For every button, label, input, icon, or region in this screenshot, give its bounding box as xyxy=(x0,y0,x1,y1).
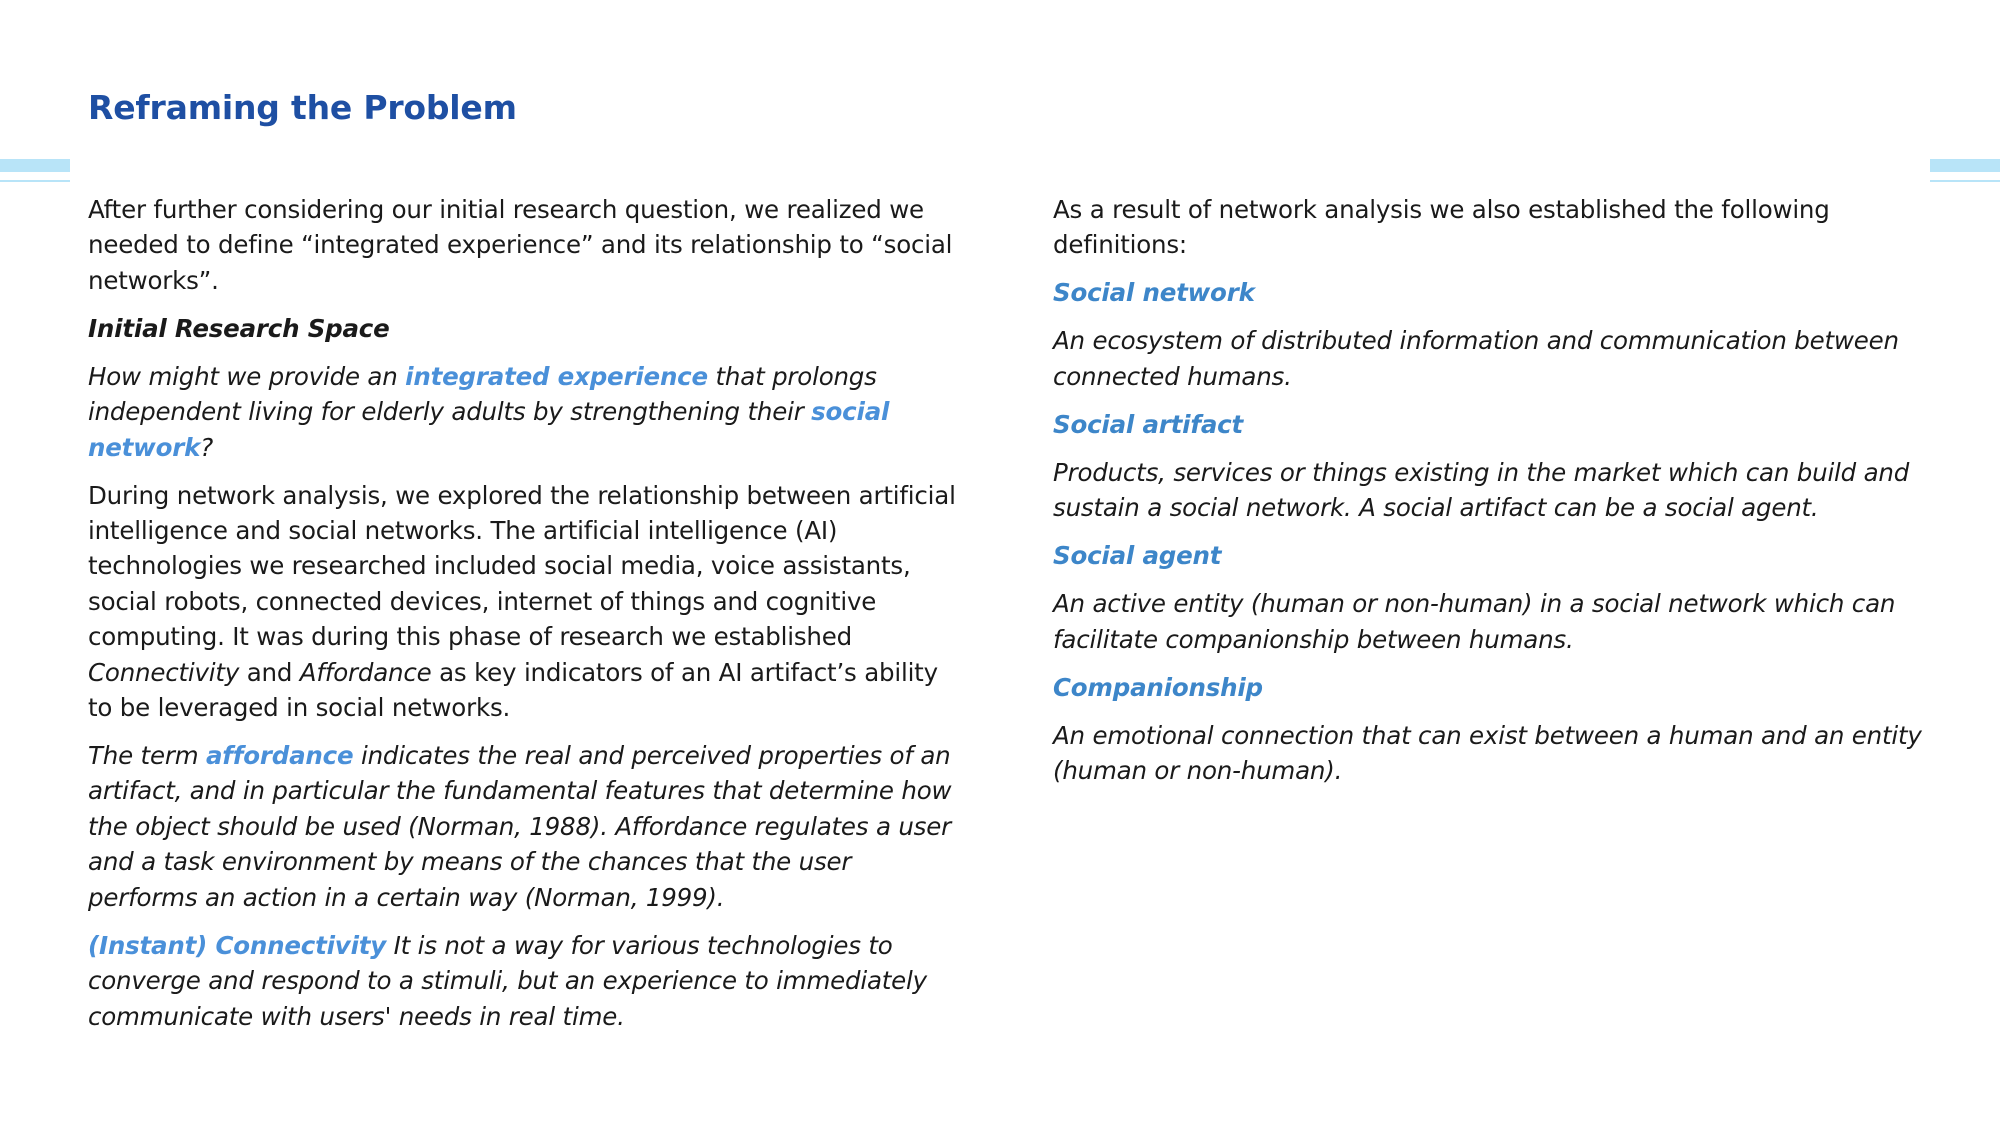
question-text: that prolongs independent living for elderly adults by strengthening their xyxy=(88,361,877,427)
connectivity-term: Connectivity xyxy=(88,657,240,687)
right-accent-line xyxy=(1930,180,2000,182)
connectivity-paragraph xyxy=(88,928,968,1034)
analysis-text: as key indicators of an AI artifact’s ability to be leveraged in social networks. xyxy=(88,657,938,723)
right-accent-bar xyxy=(1930,159,2000,172)
instant-connectivity-highlight: (Instant) Connectivity xyxy=(88,930,387,960)
question-text: ? xyxy=(200,432,214,462)
social-network-term: social network xyxy=(88,397,890,462)
affordance-text: The term xyxy=(88,741,206,771)
definition-term: Social network xyxy=(1053,278,1255,308)
intro-paragraph: After further considering our initial research question, we realized we needed to define “integrated experience” and its relationship to “social networks”. xyxy=(88,195,953,295)
definition-term: Social agent xyxy=(1053,541,1222,571)
page-title: Reframing the Problem xyxy=(88,88,517,127)
definitions-intro: As a result of network analysis we also established the following definitions: xyxy=(1053,195,1830,260)
network-analysis-paragraph xyxy=(88,478,968,726)
left-accent-line xyxy=(0,180,70,182)
definition-term: Social artifact xyxy=(1053,409,1244,439)
research-question xyxy=(88,359,968,465)
affordance-highlight: affordance xyxy=(205,741,354,771)
definition-text: Products, services or things existing in the market which can build and sustain a social network. A social artifact can be a social agent. xyxy=(1053,457,1910,523)
research-space-heading: Initial Research Space xyxy=(88,313,390,343)
affordance-term: Affordance xyxy=(299,657,432,687)
definition-text: An emotional connection that can exist between a human and an entity (human or non-human). xyxy=(1053,720,1922,786)
definition-term: Companionship xyxy=(1053,672,1263,702)
definition-text: An ecosystem of distributed information and communication between connected humans. xyxy=(1053,326,1899,391)
affordance-text: indicates the real and perceived properties of an artifact, and in particular the fundamental features that determine how the object should be used (Norman, 1988). Affordance regulates a user and a task environment by means of the chances that the user performs an action in a certain way (Norman, 1999). xyxy=(88,741,952,912)
left-accent-bar xyxy=(0,159,70,172)
right-column xyxy=(1053,192,1933,801)
connectivity-text: It is not a way for various technologies to converge and respond to a stimuli, but an experience to immediately communicate with users' needs in real time. xyxy=(88,930,927,1031)
affordance-paragraph xyxy=(88,738,968,915)
question-text: How might we provide an xyxy=(88,361,406,391)
integrated-experience-term: integrated experience xyxy=(405,361,708,391)
analysis-text: and xyxy=(239,657,300,687)
definition-text: An active entity (human or non-human) in a social network which can facilitate companionship between humans. xyxy=(1053,589,1896,654)
left-column xyxy=(88,192,968,1047)
analysis-text: During network analysis, we explored the relationship between artificial intelligence and social networks. The artificial intelligence (AI) technologies we researched included social media, voice assistants, social robots, connected devices, internet of things and cognitive computing. It was during this phase of research we established xyxy=(88,480,956,652)
